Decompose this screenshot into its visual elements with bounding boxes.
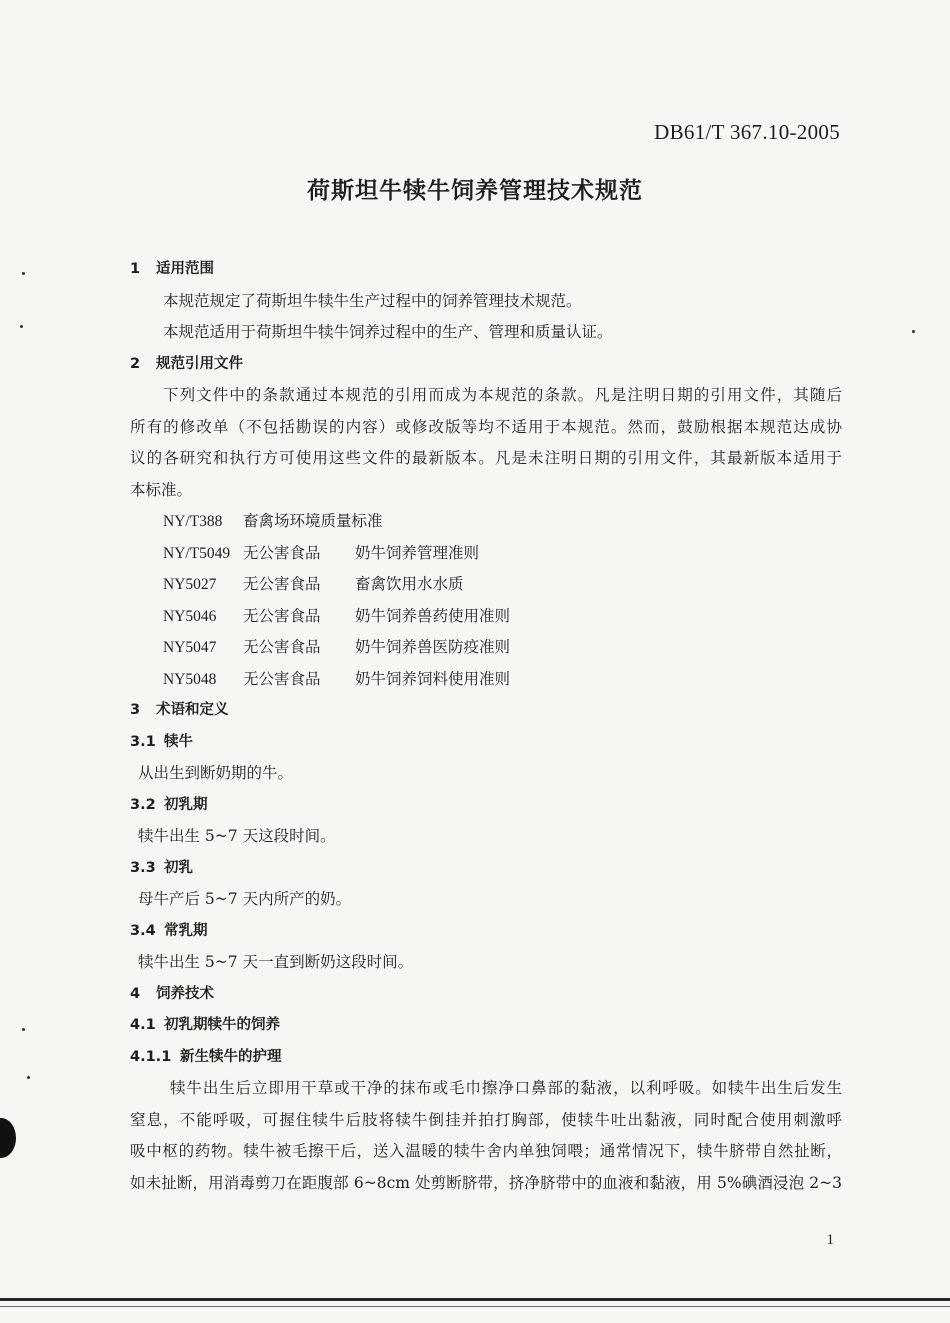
scan-speck: [912, 330, 915, 333]
punch-hole-mark: [0, 1118, 16, 1158]
scan-speck: [20, 325, 23, 328]
paragraph-line: 吸中枢的药物。犊牛被毛擦干后，送入温暖的犊牛舍内单独饲喂；通常情况下，犊牛脐带自然扯断，: [130, 1142, 842, 1160]
subsubsection-title: 新生犊牛的护理: [180, 1048, 282, 1065]
scan-speck: [27, 1076, 30, 1079]
reference-code: NY5047: [163, 639, 217, 656]
term-definition: 犊牛出生 5~7 天这段时间。: [138, 827, 336, 845]
section-title: 术语和定义: [156, 702, 229, 718]
term-title: 初乳期: [164, 796, 208, 813]
paragraph-line: 所有的修改单（不包括勘误的内容）或修改版等均不适用于本规范。然而，鼓励根据本规范达成协: [130, 417, 842, 436]
term-title: 常乳期: [164, 922, 208, 939]
section-4-heading: [130, 979, 842, 1011]
reference-code: NY/T388: [163, 513, 223, 530]
reference-category: 无公害食品: [243, 575, 321, 593]
section-3-heading: [130, 695, 842, 727]
document-body: [130, 254, 842, 1199]
reference-item: [130, 632, 842, 664]
scan-speck: [22, 272, 25, 275]
term-definition: 犊牛出生 5~7 天一直到断奶这段时间。: [138, 953, 414, 971]
reference-code: NY5048: [163, 670, 217, 688]
term-definition: 母牛产后 5~7 天内所产的奶。: [138, 890, 352, 908]
subsection-number: 4.1: [130, 1017, 156, 1033]
section-title: 饲养技术: [156, 985, 214, 1002]
reference-item: [130, 664, 842, 696]
paragraph-line: 如未扯断，用消毒剪刀在距腹部 6~8cm 处剪断脐带，挤净脐带中的血液和黏液，用 5%碘酒浸泡 2~3: [130, 1173, 842, 1192]
section-number: 2: [130, 355, 141, 372]
reference-code: NY5046: [163, 607, 217, 625]
reference-item: [130, 601, 842, 633]
term-heading: [130, 853, 842, 885]
page-number: 1: [826, 1232, 834, 1248]
term-title: 初乳: [164, 859, 193, 876]
bottom-rule-thin: [0, 1306, 950, 1307]
subsection-heading: [130, 1010, 842, 1042]
reference-category: 无公害食品: [243, 669, 321, 688]
paragraph-line: 本标准。: [130, 480, 193, 499]
page-title: 荷斯坦牛犊牛饲养管理技术规范: [307, 178, 643, 204]
term-heading: [130, 727, 842, 759]
reference-name: 奶牛饲养管理准则: [355, 543, 480, 562]
reference-category: 无公害食品: [243, 638, 321, 656]
section-title: 规范引用文件: [156, 355, 243, 372]
reference-code: NY5027: [163, 576, 217, 593]
term-title: 犊牛: [164, 733, 193, 750]
term-number: 3.1: [130, 733, 156, 750]
section-number: 4: [130, 985, 141, 1002]
term-heading: [130, 916, 842, 948]
term-heading: [130, 790, 842, 822]
reference-name: 畜禽饮用水水质: [355, 575, 464, 593]
subsection-title: 初乳期犊牛的饲养: [164, 1017, 280, 1033]
term-number: 3.3: [130, 859, 156, 876]
reference-item: [130, 538, 842, 570]
reference-code: NY/T5049: [163, 544, 231, 562]
scan-speck: [22, 1028, 25, 1031]
document-code: DB61/T 367.10-2005: [654, 120, 840, 144]
reference-item: [130, 569, 842, 601]
reference-name: 畜禽场环境质量标准: [243, 512, 383, 530]
section-title: 适用范围: [156, 261, 214, 277]
reference-item: [130, 506, 842, 538]
section-1-heading: [130, 254, 842, 286]
reference-category: 无公害食品: [243, 606, 321, 625]
paragraph-line: 议的各研究和执行方可使用这些文件的最新版本。凡是未注明日期的引用文件，其最新版本适用于: [130, 449, 842, 467]
section-number: 1: [130, 261, 141, 277]
term-number: 3.4: [130, 922, 156, 939]
reference-name: 奶牛饲养饲料使用准则: [355, 669, 511, 688]
bottom-rule: [0, 1298, 950, 1301]
paragraph: 本规范适用于荷斯坦牛犊牛饲养过程中的生产、管理和质量认证。: [163, 323, 613, 341]
term-number: 3.2: [130, 796, 156, 813]
paragraph-line: 下列文件中的条款通过本规范的引用而成为本规范的条款。凡是注明日期的引用文件，其随后: [163, 386, 842, 404]
subsubsection-number: 4.1.1: [130, 1048, 172, 1065]
paragraph: 本规范规定了荷斯坦牛犊牛生产过程中的饲养管理技术规范。: [163, 291, 582, 310]
section-2-heading: [130, 349, 842, 381]
reference-name: 奶牛饲养兽药使用准则: [355, 606, 511, 625]
paragraph-line: 窒息，不能呼吸，可握住犊牛后肢将犊牛倒挂并拍打胸部，使犊牛吐出黏液，同时配合使用刺激呼: [130, 1110, 842, 1129]
paragraph-line: 犊牛出生后立即用干草或干净的抹布或毛巾擦净口鼻部的黏液，以利呼吸。如犊牛出生后发生: [170, 1079, 842, 1097]
reference-category: 无公害食品: [243, 543, 321, 562]
subsubsection-heading: [130, 1042, 842, 1074]
reference-name: 奶牛饲养兽医防疫准则: [355, 638, 511, 656]
term-definition: 从出生到断奶期的牛。: [138, 764, 294, 782]
section-number: 3: [130, 702, 141, 718]
